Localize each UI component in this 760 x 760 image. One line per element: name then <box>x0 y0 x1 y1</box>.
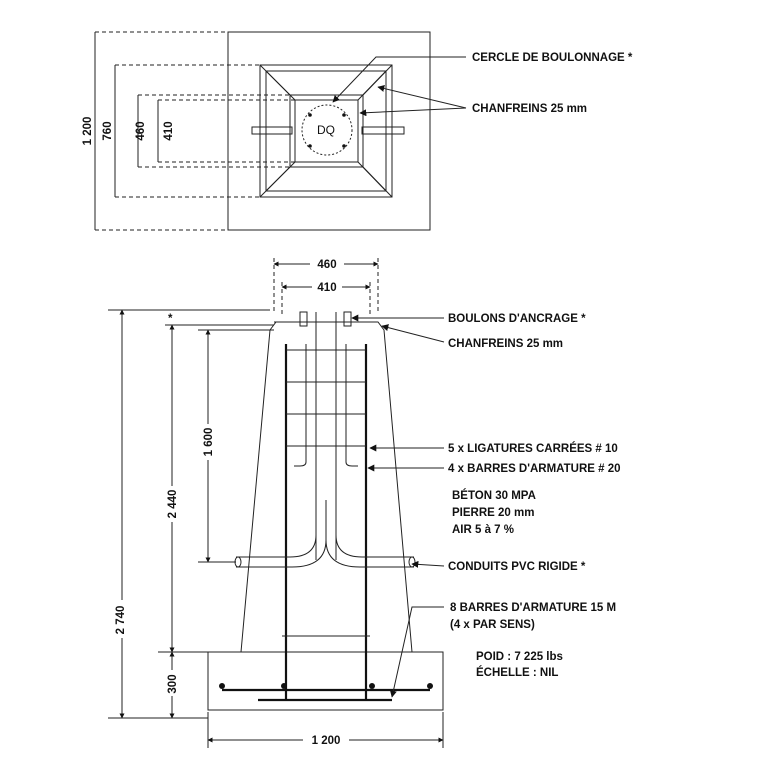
label-elev-chamfers: CHANFREINS 25 mm <box>448 338 564 350</box>
label-stone: PIERRE 20 mm <box>452 507 535 519</box>
elev-dim-1600: 1 600 <box>203 427 215 457</box>
elev-dim-460: 460 <box>317 259 337 271</box>
plan-dim-460: 460 <box>135 121 147 141</box>
elev-dim-1200: 1 200 <box>311 735 341 747</box>
label-weight: POID : 7 225 lbs <box>476 651 563 663</box>
label-plan-chamfers: CHANFREINS 25 mm <box>472 103 588 115</box>
plan-conduit-left <box>252 127 292 134</box>
elev-dim-2440: 2 440 <box>167 489 179 519</box>
plan-dim-410: 410 <box>163 121 175 141</box>
elev-dim-410: 410 <box>317 282 337 294</box>
label-ties: 5 x LIGATURES CARRÉES # 10 <box>448 443 618 455</box>
plan-dim-760: 760 <box>102 121 114 141</box>
label-anchor-bolts: BOULONS D'ANCRAGE * <box>448 313 586 325</box>
label-scale: ÉCHELLE : NIL <box>476 667 559 679</box>
elevation-view <box>108 256 621 748</box>
elev-dim-300: 300 <box>167 674 179 694</box>
label-footing-bars-per-direction: (4 x PAR SENS) <box>450 619 535 631</box>
elev-top-star: * <box>168 313 173 325</box>
plan-view <box>82 32 633 230</box>
label-air: AIR 5 à 7 % <box>452 524 514 536</box>
label-conduits: CONDUITS PVC RIGIDE * <box>448 561 586 573</box>
footing <box>208 652 443 710</box>
conduit-right <box>336 500 414 557</box>
label-bolt-circle: CERCLE DE BOULONNAGE * <box>472 52 633 64</box>
plan-center-mark: DQ <box>317 123 335 137</box>
label-footing-bars: 8 BARRES D'ARMATURE 15 M <box>450 602 617 614</box>
label-bars: 4 x BARRES D'ARMATURE # 20 <box>448 463 621 475</box>
label-concrete: BÉTON 30 MPA <box>452 490 536 502</box>
conduit-left <box>236 500 316 557</box>
elev-dim-2740: 2 740 <box>115 605 127 635</box>
plan-dim-1200: 1 200 <box>82 116 94 146</box>
plan-conduit-right <box>362 127 404 134</box>
pier-outline <box>241 322 412 652</box>
